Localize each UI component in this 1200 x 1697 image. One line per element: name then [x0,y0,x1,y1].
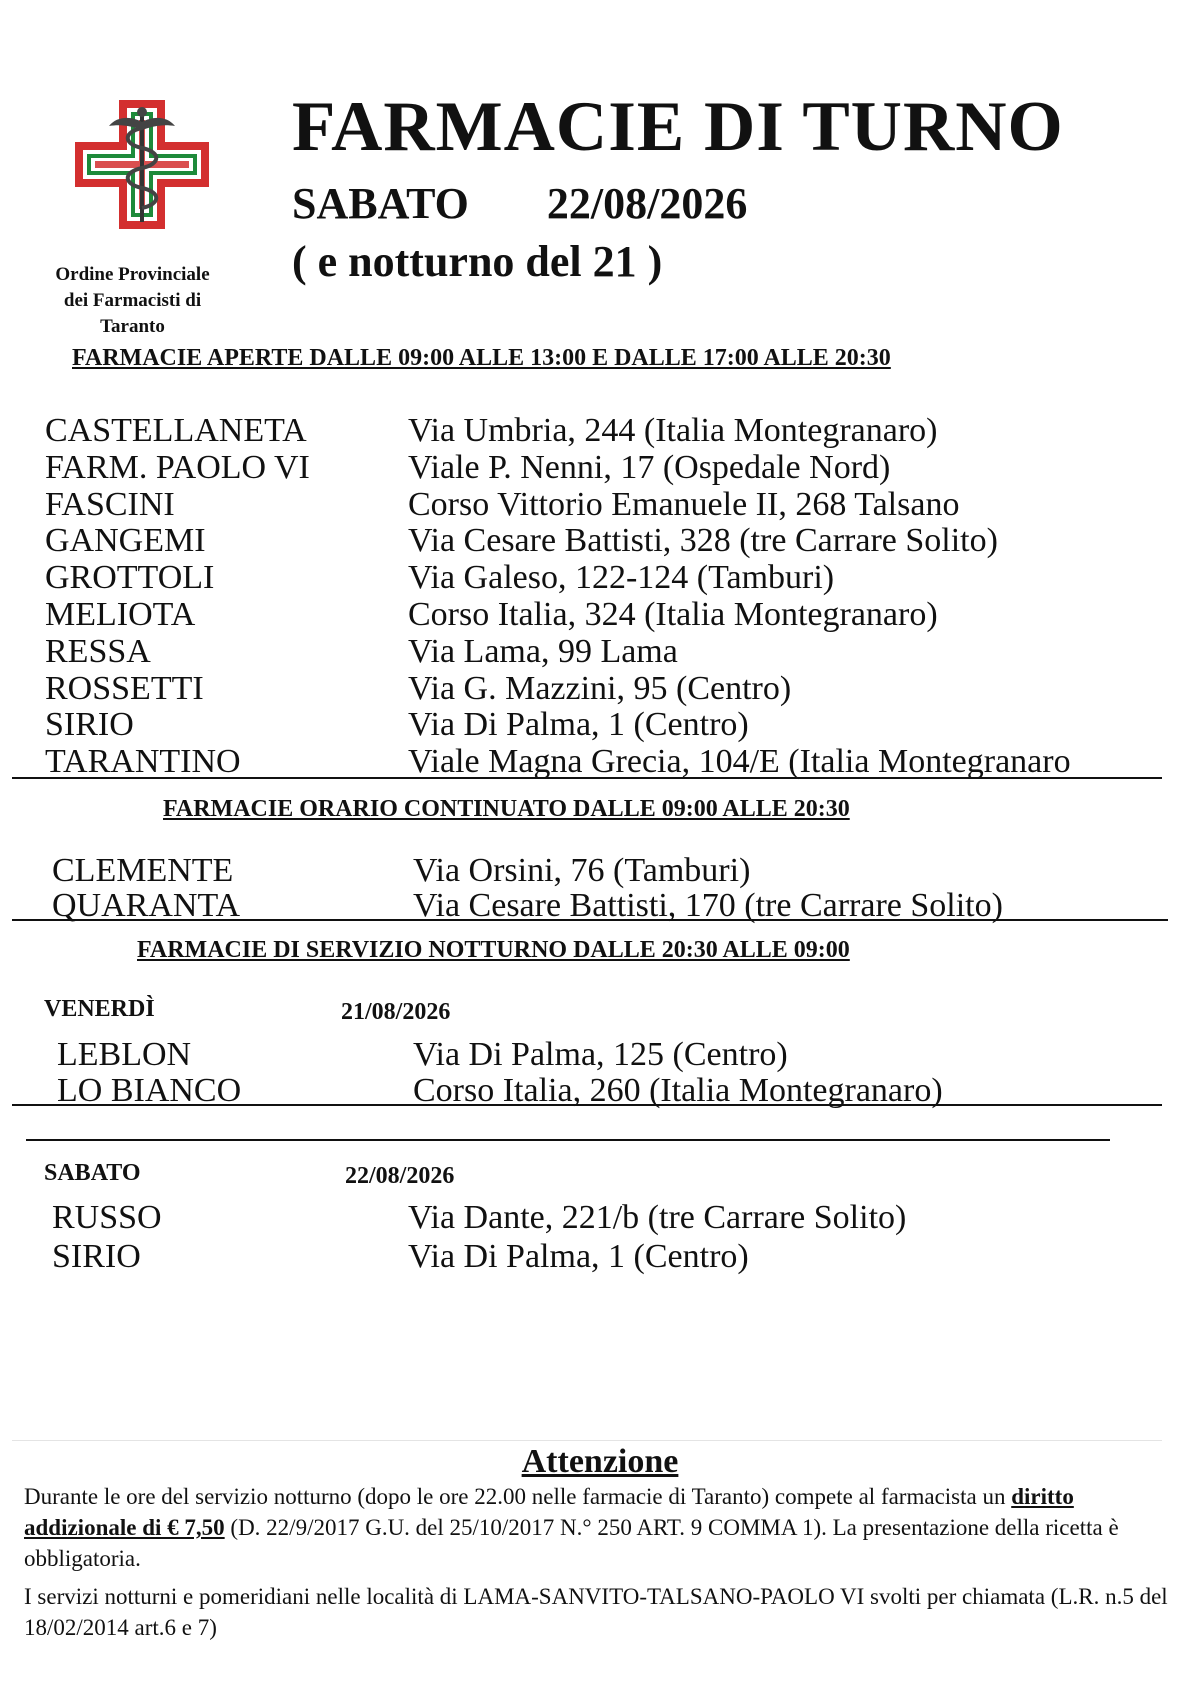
pharmacy-address: Via Dante, 221/b (tre Carrare Solito) [408,1199,907,1236]
pharmacy-name: SIRIO [45,706,134,744]
divider [12,1104,1162,1106]
pharmacy-row [45,596,1185,633]
pharmacy-name: TARANTINO [45,743,241,781]
pharmacy-name: RESSA [45,632,151,670]
pharmacy-name: LEBLON [57,1036,192,1073]
pharmacy-address: Corso Italia, 260 (Italia Montegranaro) [413,1072,943,1109]
pharmacy-name: LO BIANCO [57,1072,242,1109]
pharmacy-address: Via Di Palma, 1 (Centro) [408,706,749,744]
night-note: ( e notturno del 21 ) [292,237,663,286]
section-continuous-heading: FARMACIE ORARIO CONTINUATO DALLE 09:00 ALLE 20:30 [163,796,850,822]
pharmacy-address: Via Galeso, 122-124 (Tamburi) [408,559,835,597]
pharmacy-address: Viale Magna Grecia, 104/E (Italia Montegranaro [408,743,1071,781]
pharmacy-address: Viale P. Nenni, 17 (Ospedale Nord) [408,448,891,486]
pharmacy-cross-caduceus-icon [73,98,211,231]
pharmacy-name: CLEMENTE [52,852,234,889]
page-subtitle [292,178,747,230]
organization-name: Ordine Provinciale dei Farmacisti di Taranto [55,264,210,337]
saturday-day-label: SABATO [44,1160,141,1186]
pharmacy-row [45,412,1185,449]
pharmacy-row [52,1199,1192,1236]
pharmacy-name: GROTTOLI [45,559,215,597]
pharmacy-address: Corso Vittorio Emanuele II, 268 Talsano [408,485,960,523]
pharmacy-address: Via Orsini, 76 (Tamburi) [413,852,751,889]
pharmacy-name: ROSSETTI [45,669,204,707]
pharmacy-name: MELIOTA [45,596,196,633]
pharmacy-address: Via G. Mazzini, 95 (Centro) [408,669,792,707]
pharmacy-row [52,1238,1192,1275]
pharmacy-row [45,486,1185,523]
friday-date-label: 21/08/2026 [341,999,451,1025]
attention-paragraph-1: Durante le ore del servizio notturno (dopo le ore 22.00 nelle farmacie di Taranto) compete al farmacista un diritto addizionale di € 7,50 (D. 22/9/2017 G.U. del 25/10/2017 N.° 250 ART. 9 COMMA 1). La presentazione della ricetta è obbligatoria. [24,1484,1119,1571]
pharmacy-name: QUARANTA [52,887,241,924]
pharmacy-name: RUSSO [52,1199,162,1236]
pharmacy-row [45,522,1185,559]
pharmacy-row [45,633,1185,670]
pharmacy-name: FARM. PAOLO VI [45,448,310,486]
pharmacy-row [57,1036,1197,1073]
pharmacy-name: FASCINI [45,485,175,523]
page-title: FARMACIE DI TURNO [292,88,1064,166]
divider [12,777,1162,779]
pharmacy-address: Corso Italia, 324 (Italia Montegranaro) [408,596,938,633]
pharmacy-row [52,852,1192,889]
additional-fee-text: diritto addizionale di € 7,50 [24,1484,1074,1540]
pharmacy-address: Via Cesare Battisti, 170 (tre Carrare Solito) [413,887,1003,924]
section-night-heading: FARMACIE DI SERVIZIO NOTTURNO DALLE 20:30 ALLE 09:00 [137,937,850,963]
divider [12,1440,1162,1441]
pharmacy-row [45,706,1185,743]
pharmacy-address: Via Lama, 99 Lama [408,632,678,670]
subtitle-date: 22/08/2026 [546,179,748,228]
saturday-date-label: 22/08/2026 [345,1163,455,1189]
pharmacy-row [45,559,1185,596]
section-day-heading: FARMACIE APERTE DALLE 09:00 ALLE 13:00 E DALLE 17:00 ALLE 20:30 [72,345,891,371]
divider [26,1139,1110,1141]
pharmacy-name: CASTELLANETA [45,412,307,449]
subtitle-day: SABATO [292,179,469,228]
divider [12,919,1168,921]
pharmacy-address: Via Umbria, 244 (Italia Montegranaro) [408,412,938,449]
pharmacy-name: GANGEMI [45,522,206,560]
pharmacy-address: Via Cesare Battisti, 328 (tre Carrare Solito) [408,522,998,560]
pharmacy-address: Via Di Palma, 1 (Centro) [408,1238,749,1275]
pharmacy-row [45,670,1185,707]
pharmacy-name: SIRIO [52,1238,141,1275]
pharmacy-address: Via Di Palma, 125 (Centro) [413,1036,788,1073]
pharmacy-row [45,743,1185,780]
attention-paragraph-2: I servizi notturni e pomeridiani nelle località di LAMA-SANVITO-TALSANO-PAOLO VI svolti per chiamata (L.R. n.5 del 18/02/2014 art.6 e 7) [24,1584,1168,1640]
pharmacy-row [45,449,1185,486]
friday-day-label: VENERDÌ [44,996,155,1022]
attention-title: Attenzione [521,1443,679,1480]
